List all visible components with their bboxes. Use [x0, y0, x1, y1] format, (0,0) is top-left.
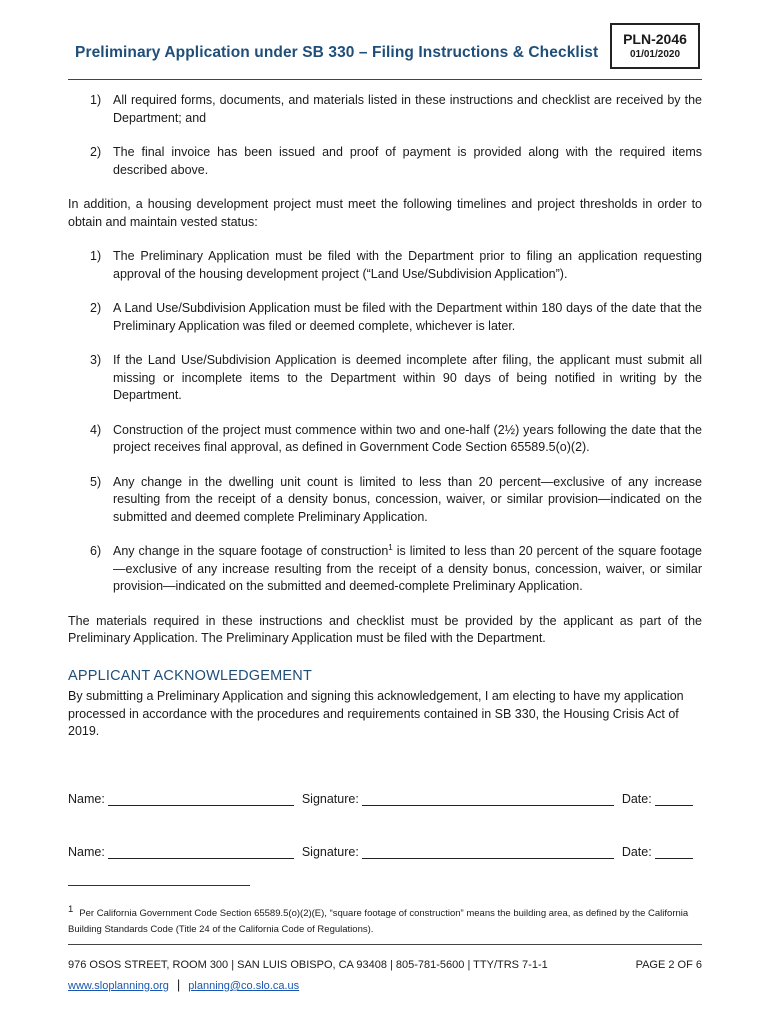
acknowledgement-text: By submitting a Preliminary Application and signing this acknowledgement, I am electing to have my application processed in accordance with the procedures and requirements contained in SB 330, the Housing Crisis Act of 2019.	[68, 689, 684, 738]
email-link[interactable]: planning@co.slo.ca.us	[188, 980, 300, 992]
signature-row	[68, 845, 702, 859]
list-text: The final invoice has been issued and proof of payment is provided along with the required items described above.	[113, 145, 702, 177]
list-item	[90, 422, 702, 457]
list-number: 2)	[90, 301, 102, 315]
body-content	[68, 92, 702, 741]
list-item	[90, 300, 702, 335]
list-number: 5)	[90, 474, 102, 489]
list-number: 3)	[90, 353, 102, 367]
signature-label: Signature:	[301, 792, 359, 806]
name-field[interactable]	[108, 846, 294, 859]
name-label: Name:	[68, 792, 105, 806]
list-text: All required forms, documents, and materials listed in these instructions and checklist are received by the Department; and	[113, 93, 702, 125]
header-divider	[68, 79, 702, 80]
footnote	[68, 902, 702, 938]
name-label: Name:	[68, 845, 105, 859]
list-item	[90, 92, 702, 127]
name-field[interactable]	[108, 793, 294, 806]
signature-field[interactable]	[362, 846, 614, 859]
footer-links	[68, 977, 299, 992]
list-text: Construction of the project must commence within two and one-half (2½) years following the date that the project receives final approval, as defined in Government Code Section 65589.5(o)(2).	[113, 422, 702, 454]
list-number: 1)	[90, 249, 102, 263]
list-item	[90, 248, 702, 283]
list-item	[90, 352, 702, 405]
page-number: PAGE 2 OF 6	[635, 959, 702, 971]
list-number: 2)	[90, 145, 102, 159]
link-separator: |	[176, 977, 181, 992]
footnote-reference[interactable]: 1	[388, 542, 393, 552]
list-item	[90, 144, 702, 179]
form-id-box	[610, 23, 700, 69]
list-item	[90, 543, 702, 596]
form-date: 01/01/2020	[629, 49, 681, 60]
list-number: 4)	[90, 422, 102, 437]
date-field[interactable]	[655, 793, 693, 806]
list-text: A Land Use/Subdivision Application must be filed with the Department within 180 days of the date that the Preliminary Application was filed or deemed complete, whichever is later.	[113, 301, 702, 333]
intro-paragraph: In addition, a housing development project must meet the following timelines and project thresholds in order to obtain and maintain vested status:	[68, 197, 702, 229]
footer-address: 976 OSOS STREET, ROOM 300 | SAN LUIS OBISPO, CA 93408 | 805-781-5600 | TTY/TRS 7-1-1	[68, 959, 548, 971]
acknowledgement-heading: APPLICANT ACKNOWLEDGEMENT	[68, 667, 313, 684]
footnote-text: Per California Government Code Section 65589.5(o)(2)(E), “square footage of construction” means the building area, as defined by the California Building Standards Code (Title 24 of the California Code of Regulations).	[68, 908, 689, 935]
footnote-mark: 1	[68, 904, 74, 915]
signature-row	[68, 792, 702, 806]
date-field[interactable]	[655, 846, 693, 859]
date-label: Date:	[621, 845, 652, 859]
signature-label: Signature:	[301, 845, 359, 859]
list-text	[113, 543, 702, 596]
list-number: 6)	[90, 544, 102, 558]
footnote-divider	[68, 885, 250, 886]
list-item	[90, 474, 702, 527]
form-number: PLN-2046	[623, 31, 687, 47]
list-text: Any change in the dwelling unit count is limited to less than 20 percent—exclusive of any increase resulting from the receipt of a density bonus, concession, waiver, or similar provision—indicated on the submitted and deemed complete Preliminary Application.	[113, 474, 702, 524]
list-text: The Preliminary Application must be filed with the Department prior to filing an application requesting approval of the housing development project (“Land Use/Subdivision Application”).	[113, 249, 702, 281]
website-link[interactable]: www.sloplanning.org	[68, 980, 169, 992]
signature-field[interactable]	[362, 793, 614, 806]
page-title: Preliminary Application under SB 330 – Filing Instructions & Checklist	[75, 44, 599, 61]
date-label: Date:	[621, 792, 652, 806]
list-text: If the Land Use/Subdivision Application is deemed incomplete after filing, the applicant must submit all missing or incomplete items to the Department within 90 days of being notified in writing by the Department.	[113, 353, 702, 402]
list-text-start: Any change in the square footage of construction	[113, 544, 389, 558]
list-text-end: is limited to less than 20 percent of the square footage—exclusive of any increase resulting from the receipt of a density bonus, concession, waiver, or similar provision—indicated on the submitted and deemed-complete Preliminary Application.	[113, 544, 702, 593]
list-number: 1)	[90, 93, 102, 107]
closing-paragraph: The materials required in these instructions and checklist must be provided by the applicant as part of the Preliminary Application. The Preliminary Application must be filed with the Department.	[68, 613, 702, 645]
footer-divider	[68, 944, 702, 945]
